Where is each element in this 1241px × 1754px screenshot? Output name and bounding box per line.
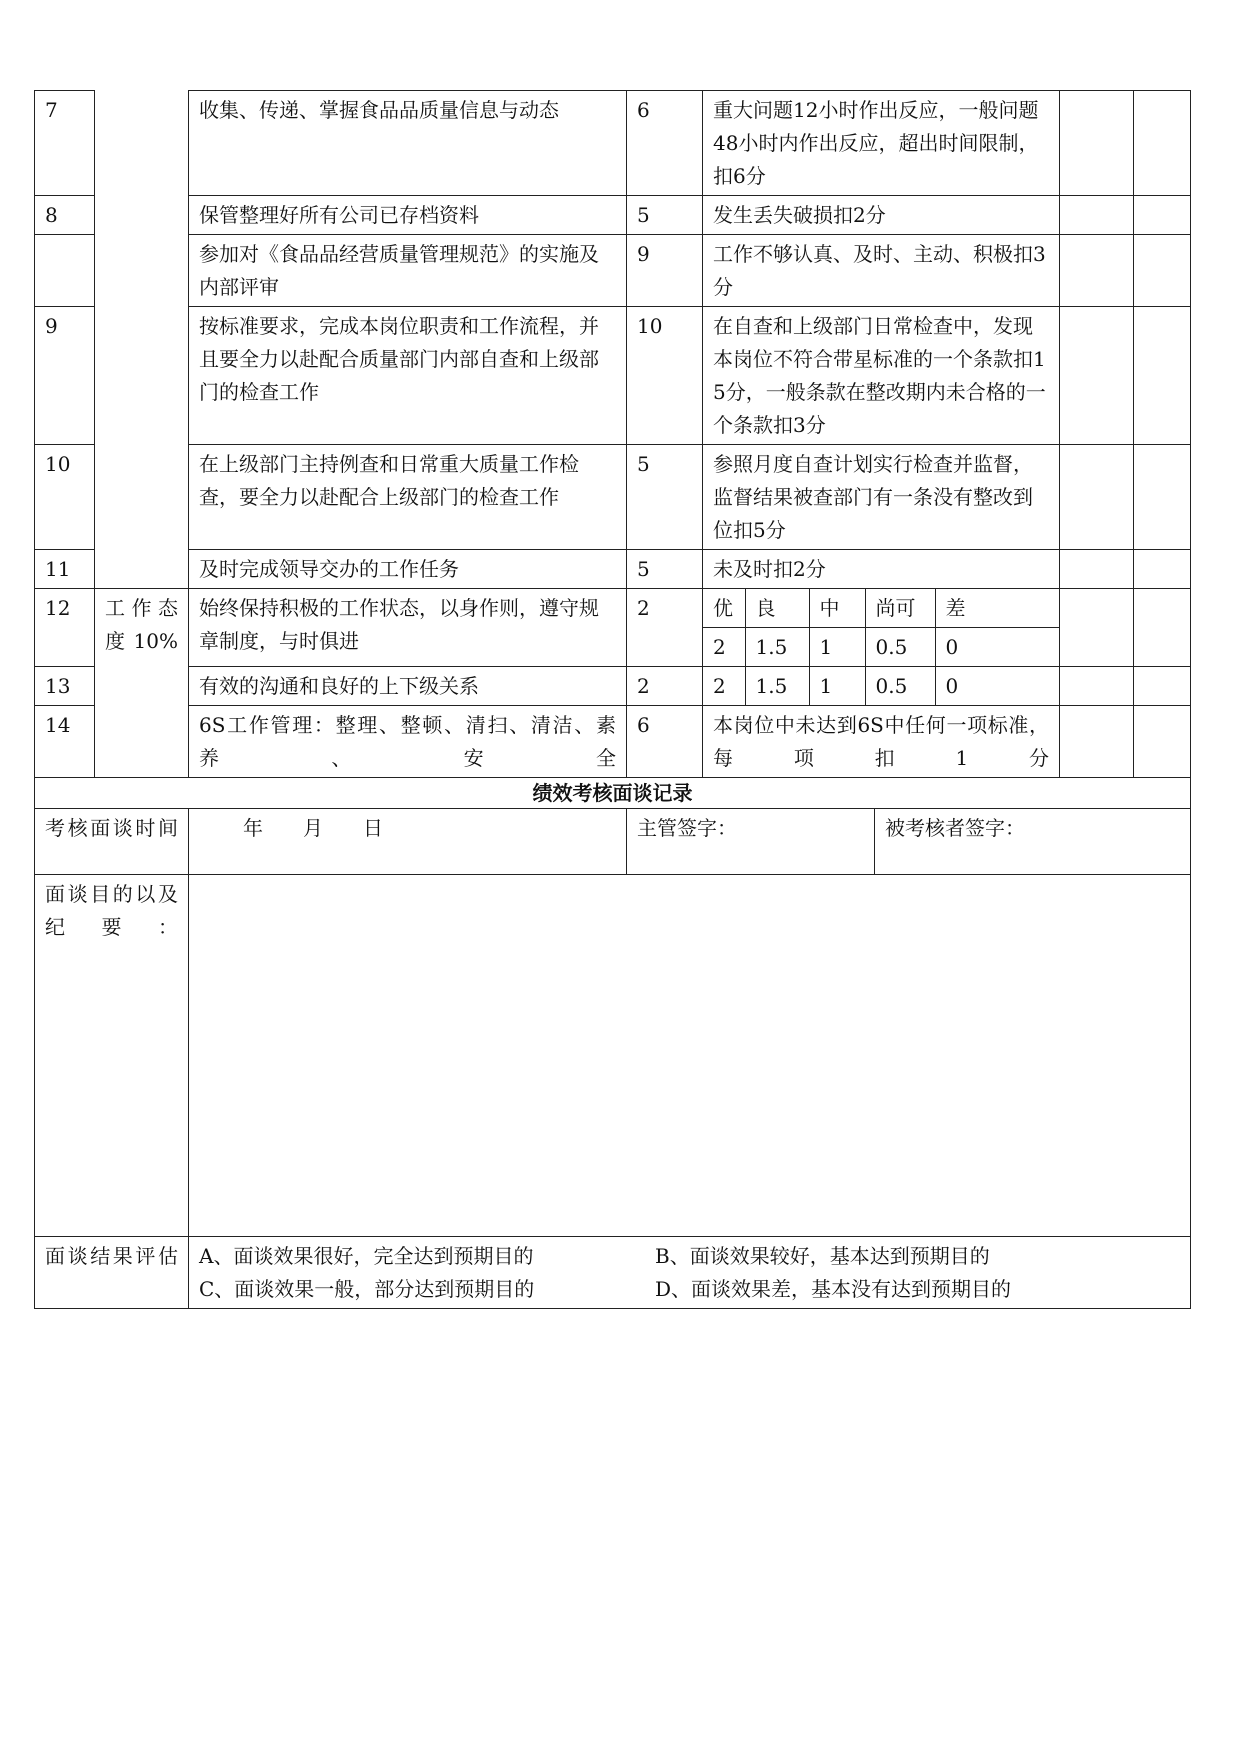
- grade-fair: 尚可: [865, 589, 935, 628]
- interview-purpose-label: 面谈目的以及纪要：: [35, 875, 189, 1237]
- row-score: 5: [627, 550, 703, 589]
- self-score-cell[interactable]: [1060, 91, 1134, 196]
- category-cell: [95, 91, 189, 589]
- assessee-signature-field[interactable]: 被考核者签字：: [875, 809, 1191, 875]
- table-row: [35, 196, 1191, 235]
- row-number: 12: [35, 589, 95, 667]
- result-option-c[interactable]: C、面谈效果一般，部分达到预期目的: [199, 1277, 535, 1301]
- row-score: 5: [627, 196, 703, 235]
- interview-result-options: [189, 1237, 1191, 1309]
- row-number: 14: [35, 706, 95, 778]
- row-standard: 工作不够认真、及时、主动、积极扣3分: [703, 235, 1060, 307]
- row-content: 及时完成领导交办的工作任务: [189, 550, 627, 589]
- row-content: 在上级部门主持例查和日常重大质量工作检查，要全力以赴配合上级部门的检查工作: [189, 445, 627, 550]
- row-score: 2: [627, 589, 703, 667]
- row-number: 9: [35, 307, 95, 445]
- interview-title-row: [35, 778, 1191, 809]
- result-option-a[interactable]: A、面谈效果很好，完全达到预期目的: [199, 1244, 534, 1268]
- row-standard: 发生丢失破损扣2分: [703, 196, 1060, 235]
- interview-result-label: 面谈结果评估: [35, 1237, 189, 1309]
- attitude-category: 工作态度10%: [95, 589, 189, 778]
- self-score-cell[interactable]: [1060, 196, 1134, 235]
- interview-title: 绩效考核面谈记录: [35, 778, 1191, 809]
- row-content: 收集、传递、掌握食品品质量信息与动态: [189, 91, 627, 196]
- final-score-cell[interactable]: [1134, 91, 1191, 196]
- grade-point: 1.5: [745, 667, 809, 705]
- final-score-cell[interactable]: [1134, 307, 1191, 445]
- row-content: 参加对《食品品经营质量管理规范》的实施及内部评审: [189, 235, 627, 307]
- grade-point: 1: [809, 667, 865, 705]
- grade-point: 0: [945, 674, 959, 698]
- row-number: [35, 235, 95, 307]
- row-score: 2: [627, 667, 703, 706]
- row-number: 13: [35, 667, 95, 706]
- self-score-cell[interactable]: [1060, 235, 1134, 307]
- final-score-cell[interactable]: [1134, 445, 1191, 550]
- grade-point: 2: [703, 667, 745, 705]
- self-score-cell[interactable]: [1060, 589, 1134, 667]
- grade-point: 0.5: [865, 667, 935, 705]
- result-option-b[interactable]: B、面谈效果较好，基本达到预期目的: [655, 1244, 990, 1268]
- row-content: 始终保持积极的工作状态，以身作则，遵守规章制度，与时俱进: [189, 589, 627, 667]
- grade-points-row: [703, 667, 1060, 706]
- table-row: [35, 445, 1191, 550]
- row-score: 5: [627, 445, 703, 550]
- interview-notes-area[interactable]: [189, 875, 1191, 1237]
- row-number: 7: [35, 91, 95, 196]
- table-row: [35, 667, 1191, 706]
- row-standard: 本岗位中未达到6S中任何一项标准，每项扣1分: [703, 706, 1060, 778]
- grade-poor: 差: [935, 589, 1059, 628]
- grade-scale: [703, 589, 1060, 667]
- interview-table: [34, 808, 1191, 1309]
- interview-time-label: 考核面谈时间: [35, 809, 189, 875]
- row-content: 保管整理好所有公司已存档资料: [189, 196, 627, 235]
- grade-medium: 中: [809, 589, 865, 628]
- interview-date-field[interactable]: 年 月 日: [189, 809, 627, 875]
- self-score-cell[interactable]: [1060, 706, 1134, 778]
- self-score-cell[interactable]: [1060, 445, 1134, 550]
- grade-point: 1.5: [745, 628, 809, 667]
- evaluation-form: [34, 90, 1190, 1309]
- row-score: 9: [627, 235, 703, 307]
- row-score: 6: [627, 91, 703, 196]
- row-content: 按标准要求，完成本岗位职责和工作流程，并且要全力以赴配合质量部门内部自查和上级部门的检查工作: [189, 307, 627, 445]
- row-content: 6S工作管理：整理、整顿、清扫、清洁、素养、安全: [189, 706, 627, 778]
- self-score-cell[interactable]: [1060, 667, 1134, 706]
- grade-point: 2: [703, 628, 745, 667]
- final-score-cell[interactable]: [1134, 589, 1191, 667]
- final-score-cell[interactable]: [1134, 196, 1191, 235]
- row-score: 6: [627, 706, 703, 778]
- row-standard: 参照月度自查计划实行检查并监督，监督结果被查部门有一条没有整改到位扣5分: [703, 445, 1060, 550]
- final-score-cell[interactable]: [1134, 235, 1191, 307]
- interview-time-row: [35, 809, 1191, 875]
- row-standard: 未及时扣2分: [703, 550, 1060, 589]
- supervisor-signature-field[interactable]: 主管签字：: [627, 809, 875, 875]
- row-standard: 在自查和上级部门日常检查中，发现本岗位不符合带星标准的一个条款扣15分，一般条款在整改期内未合格的一个条款扣3分: [703, 307, 1060, 445]
- final-score-cell[interactable]: [1134, 706, 1191, 778]
- row-number: 10: [35, 445, 95, 550]
- self-score-cell[interactable]: [1060, 307, 1134, 445]
- result-option-d[interactable]: D、面谈效果差，基本没有达到预期目的: [655, 1277, 1012, 1301]
- row-number: 11: [35, 550, 95, 589]
- kpi-table: [34, 90, 1191, 809]
- interview-result-row: [35, 1237, 1191, 1309]
- interview-purpose-row: [35, 875, 1191, 1237]
- row-score: 10: [627, 307, 703, 445]
- grade-point: 0.5: [865, 628, 935, 667]
- table-row: [35, 235, 1191, 307]
- table-row: [35, 706, 1191, 778]
- table-row: [35, 91, 1191, 196]
- table-row: [35, 589, 1191, 667]
- row-number: 8: [35, 196, 95, 235]
- grade-good: 良: [745, 589, 809, 628]
- final-score-cell[interactable]: [1134, 667, 1191, 706]
- table-row: [35, 307, 1191, 445]
- row-content: 有效的沟通和良好的上下级关系: [189, 667, 627, 706]
- table-row: [35, 550, 1191, 589]
- row-standard: 重大问题12小时作出反应，一般问题48小时内作出反应，超出时间限制，扣6分: [703, 91, 1060, 196]
- grade-excellent: 优: [703, 589, 745, 628]
- grade-point: 0: [945, 635, 959, 659]
- self-score-cell[interactable]: [1060, 550, 1134, 589]
- grade-point: 1: [809, 628, 865, 667]
- final-score-cell[interactable]: [1134, 550, 1191, 589]
